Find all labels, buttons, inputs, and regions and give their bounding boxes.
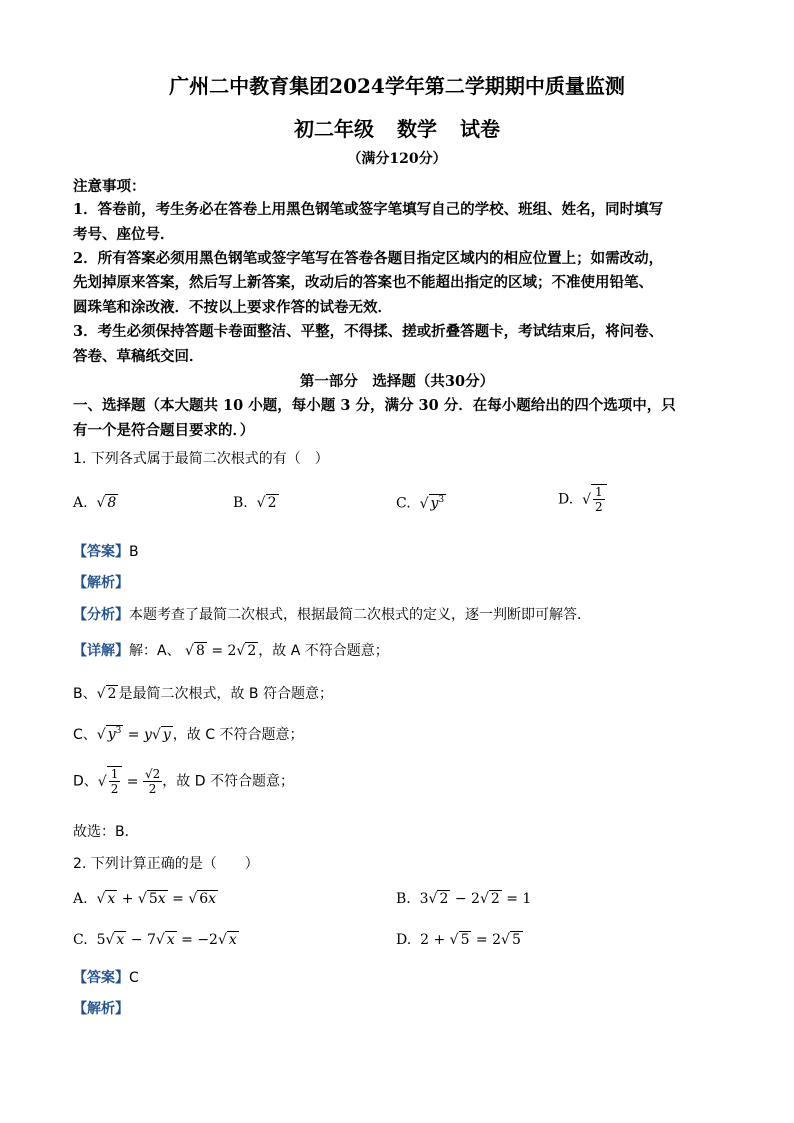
q2-option-d-expr: 2 + √ 5 = 2√ 5	[415, 932, 521, 948]
q2-option-d-label: D.	[396, 932, 412, 948]
q1-fenxi	[73, 604, 733, 624]
q1-analysis-tag: 【解析】	[73, 575, 129, 591]
q1-option-b-label: B.	[233, 495, 248, 511]
q2-stem: 2. 下列计算正确的是（ ）	[73, 856, 259, 872]
q1-detail-c-expr: √ $y^3 = y√$ y	[96, 726, 171, 743]
q1-analysis	[73, 572, 733, 592]
notice-item2-line1: 2．所有答案必须用黑色钢笔或签字笔写在答卷各题目指定区域内的相应位置上；如需改动，	[73, 250, 664, 267]
notice-item1-line1: 1．答卷前，考生务必在答卷上用黑色钢笔或签字笔填写自己的学校、班组、姓名，同时填写	[73, 201, 664, 218]
q1-option-b	[233, 494, 279, 511]
q2-analysis-tag: 【解析】	[73, 1001, 129, 1017]
q1-option-d	[558, 484, 607, 514]
q2-option-a-expr: √ x + √ 5x = √ 6x	[92, 891, 217, 907]
q1-option-a	[73, 494, 118, 511]
q1-detail-b-suffix: 是最简二次根式，故 B 符合题意；	[118, 686, 333, 702]
q1-detail-c-prefix: C、	[73, 727, 97, 743]
q2-answer-value: C	[129, 970, 139, 986]
q2-analysis	[73, 998, 733, 1018]
q1-conclusion: 故选：B．	[73, 824, 139, 840]
section1-line2: 有一个是符合题目要求的．）	[73, 422, 255, 439]
subtitle-kind: 试卷	[459, 117, 500, 141]
q2-option-b	[396, 890, 531, 907]
q2-option-b-label: B.	[396, 891, 411, 907]
q1-detail-b-prefix: B、	[73, 686, 97, 702]
q2-option-c-label: C.	[73, 932, 88, 948]
q2-option-b-expr: 3√ 2 − 2√ 2 = 1	[415, 891, 532, 907]
q1-answer	[73, 541, 733, 561]
q2-option-a	[73, 890, 218, 907]
q1-option-d-expr: √ $\frac{1}{2}$	[578, 492, 607, 508]
q2-option-d	[396, 931, 523, 948]
q1-detail-d-prefix: D、	[73, 773, 98, 790]
exam-title: 广州二中教育集团2024学年第二学期期中质量监测	[169, 74, 625, 98]
q1-detail-d	[73, 766, 733, 796]
notice-item1-line2: 考号、座位号．	[73, 226, 175, 243]
q1-stem: 1. 下列各式属于最简二次根式的有（ ）	[73, 451, 329, 467]
exam-subtitle	[0, 113, 794, 142]
q2-option-a-label: A.	[73, 891, 88, 907]
q1-option-a-expr: √ 8	[92, 495, 117, 511]
part1-heading: 第一部分 选择题（共30分）	[299, 373, 495, 390]
q2-option-c-expr: 5√ x − 7√ x = −2√ x	[92, 932, 237, 948]
subtitle-subject: 数学	[397, 117, 437, 141]
subtitle-grade: 初二年级	[294, 117, 375, 141]
score-note: （满分120分）	[347, 151, 447, 167]
q1-option-d-label: D.	[558, 491, 574, 508]
q1-option-c-expr: √ $y^3$	[415, 495, 445, 512]
notice-item3-line1: 3．考生必须保持答题卡卷面整洁、平整，不得揉、搓或折叠答题卡，考试结束后，将问卷、	[73, 323, 664, 340]
q1-fenxi-text: 本题考查了最简二次根式，根据最简二次根式的定义，逐一判断即可解答．	[129, 607, 591, 623]
q1-option-b-expr: √ 2	[252, 495, 277, 511]
notice-item2-line3: 圆珠笔和涂改液．不按以上要求作答的试卷无效．	[73, 299, 392, 316]
q1-detail-b-expr: √ 2	[96, 686, 117, 702]
q1-fenxi-tag: 【分析】	[73, 607, 129, 623]
notice-item3-line2: 答卷、草稿纸交回．	[73, 348, 204, 365]
q1-detail-a-suffix: ，故 A 不符合题意；	[258, 643, 389, 659]
q1-detail-a	[73, 640, 733, 660]
q1-detail-a-expr: √ 8 = 2√ 2	[185, 643, 257, 659]
q2-option-c	[73, 931, 239, 948]
notice-heading: 注意事项：	[73, 178, 146, 195]
notice-item2-line2: 先划掉原来答案，然后写上新答案，改动后的答案也不能超出指定的区域；不准使用铅笔、	[73, 274, 653, 291]
q1-detail-tag: 【详解】	[73, 643, 129, 659]
q2-answer-tag: 【答案】	[73, 970, 129, 986]
section1-line1: 一、选择题（本大题共 10 小题，每小题 3 分，满分 30 分．在每小题给出的四个选项中，只	[73, 397, 676, 414]
q1-detail-c-suffix: ，故 C 不符合题意；	[172, 727, 304, 743]
q1-option-a-label: A.	[73, 495, 88, 511]
q2-answer	[73, 967, 733, 987]
q1-detail-b	[73, 683, 733, 703]
q1-detail-d-suffix: ，故 D 不符合题意；	[162, 773, 294, 790]
q1-detail-d-expr: √ $\frac{1}{2}$ = $\frac{√2}{2}$	[97, 767, 161, 796]
q1-answer-value: B	[129, 544, 139, 560]
q1-option-c	[396, 494, 446, 512]
q1-answer-tag: 【答案】	[73, 544, 129, 560]
q1-detail-c	[73, 724, 733, 744]
q1-detail-a-prefix: 解：A、	[129, 643, 181, 659]
q1-option-c-label: C.	[396, 495, 411, 512]
